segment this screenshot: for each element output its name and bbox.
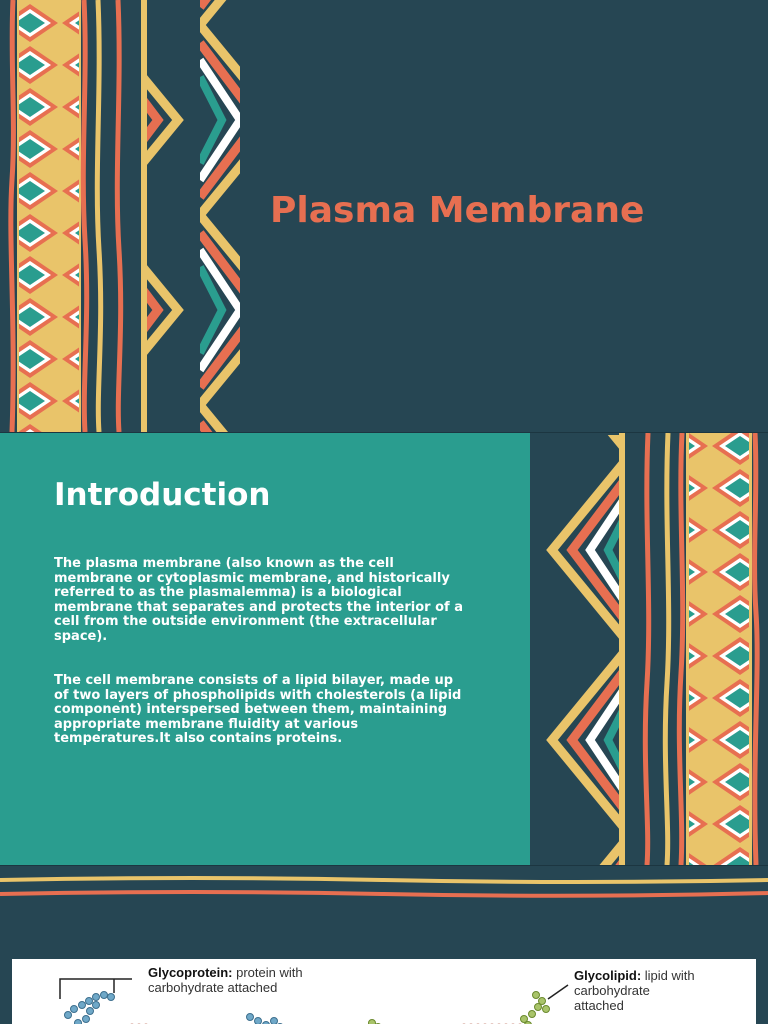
membrane-diagram [12,959,756,1024]
glycoprotein-label: Glycoprotein: protein with carbohydrate attached [148,965,303,995]
intro-heading: Introduction [54,477,271,513]
intro-paragraph-2: The cell membrane consists of a lipid bilayer, made up of two layers of phospholipids with cholesterols (a lipid component) interspersed between them, maintaining appropriate membrane fluidity at various temperatures.It also contains proteins. [54,673,462,747]
diagram-slide [0,866,768,1024]
tribal-border-right [530,433,768,865]
intro-paragraph-1: The plasma membrane (also known as the cell membrane or cytoplasmic membrane, and historically referred to as the plasmalemma) is a biological membrane that separates and protects the interior of a cell from the outside environment (the extracellular space). [54,556,463,644]
tribal-stripes-top [0,866,768,906]
glycolipid-label: Glycolipid: lipid with carbohydrate attached [574,968,695,1013]
presentation-title: Plasma Membrane [270,190,645,231]
intro-slide [0,433,768,865]
title-slide [0,0,768,432]
tribal-border-left [0,0,240,432]
